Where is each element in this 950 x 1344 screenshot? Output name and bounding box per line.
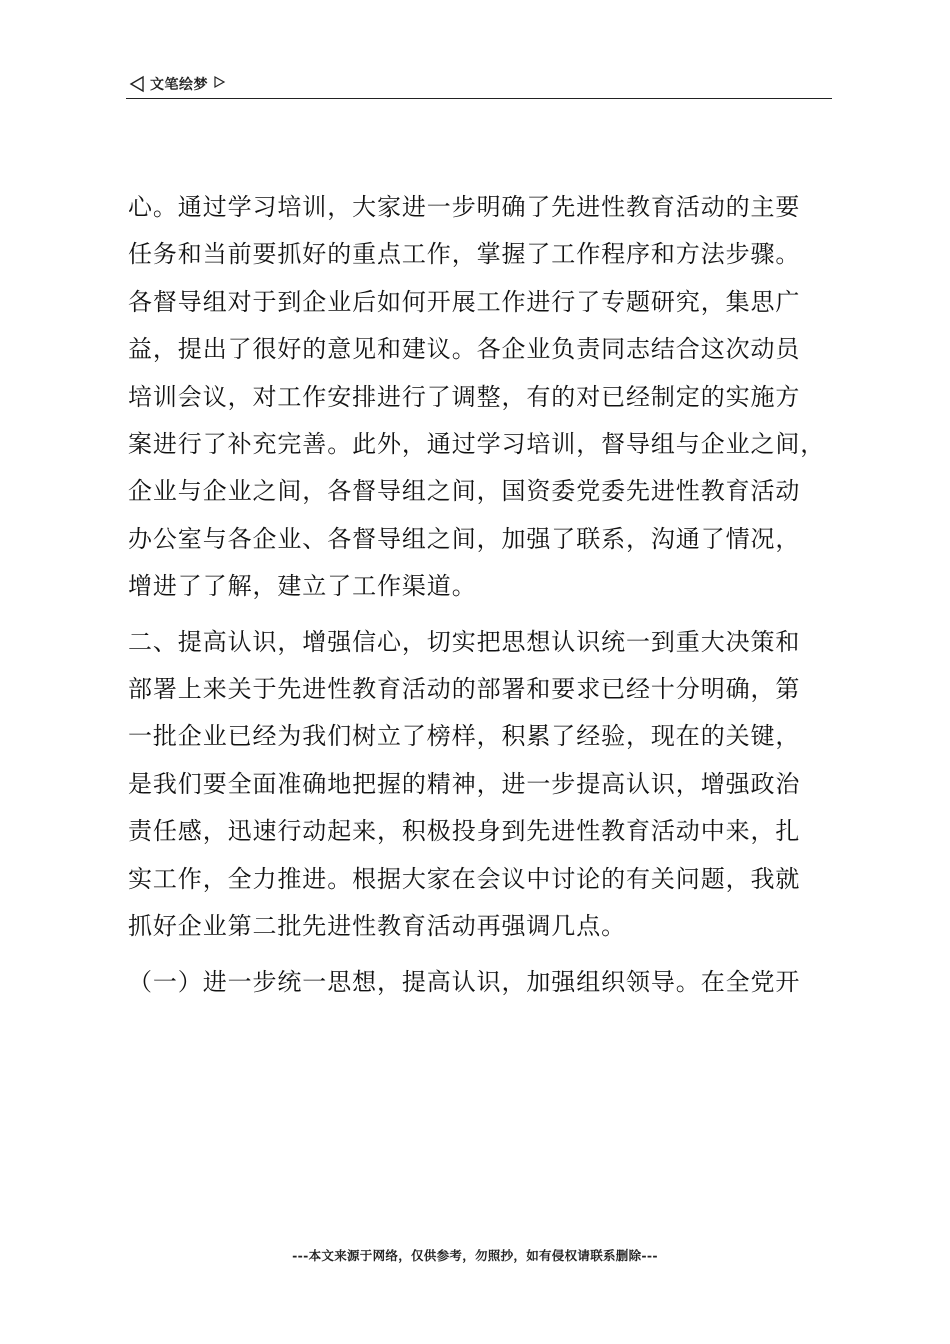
text-line: 心。通过学习培训，大家进一步明确了先进性教育活动的主要: [128, 193, 801, 221]
text-line: 责任感，迅速行动起来，积极投身到先进性教育活动中来，扎: [128, 817, 801, 846]
text-line: （一）进一步统一思想，提高认识，加强组织领导。在全党开: [128, 967, 801, 996]
right-triangle-icon: [212, 75, 230, 93]
text-line: 实工作，全力推进。根据大家在会议中讨论的有关问题，我就: [128, 864, 801, 893]
paragraph-1: [128, 184, 834, 611]
text-line: 办公室与各企业、各督导组之间，加强了联系，沟通了情况，: [128, 524, 801, 553]
text-line: 二、提高认识，增强信心，切实把思想认识统一到重大决策和: [128, 627, 801, 656]
text-line: 案进行了补充完善。此外，通过学习培训，督导组与企业之间，: [128, 430, 826, 459]
header-brand-group: [128, 74, 230, 94]
text-line: 各督导组对于到企业后如何开展工作进行了专题研究，集思广: [128, 287, 801, 316]
header-brand: 文笔绘梦: [150, 77, 208, 93]
paragraph-2: [128, 619, 834, 951]
text-line: 益，提出了很好的意见和建议。各企业负责同志结合这次动员: [128, 335, 801, 364]
text-line: 一批企业已经为我们树立了榜样，积累了经验，现在的关键，: [128, 722, 801, 751]
text-line: 培训会议，对工作安排进行了调整，有的对已经制定的实施方: [128, 382, 801, 411]
text-line: 增进了了解，建立了工作渠道。: [128, 572, 477, 601]
text-line: 抓好企业第二批先进性教育活动再强调几点。: [128, 912, 626, 941]
disclaimer-footer: ---本文来源于网络，仅供参考，勿照抄，如有侵权请联系删除---: [292, 1248, 658, 1263]
text-line: 是我们要全面准确地把握的精神，进一步提高认识，增强政治: [128, 769, 801, 798]
page-header: [126, 72, 832, 99]
document-body: [128, 184, 834, 1006]
text-line: 部署上来关于先进性教育活动的部署和要求已经十分明确，第: [128, 675, 801, 704]
text-line: 任务和当前要抓好的重点工作，掌握了工作程序和方法步骤。: [128, 240, 801, 269]
text-line: 企业与企业之间，各督导组之间，国资委党委先进性教育活动: [128, 477, 801, 506]
paragraph-3: [128, 959, 834, 1006]
left-triangle-icon: [128, 75, 146, 93]
